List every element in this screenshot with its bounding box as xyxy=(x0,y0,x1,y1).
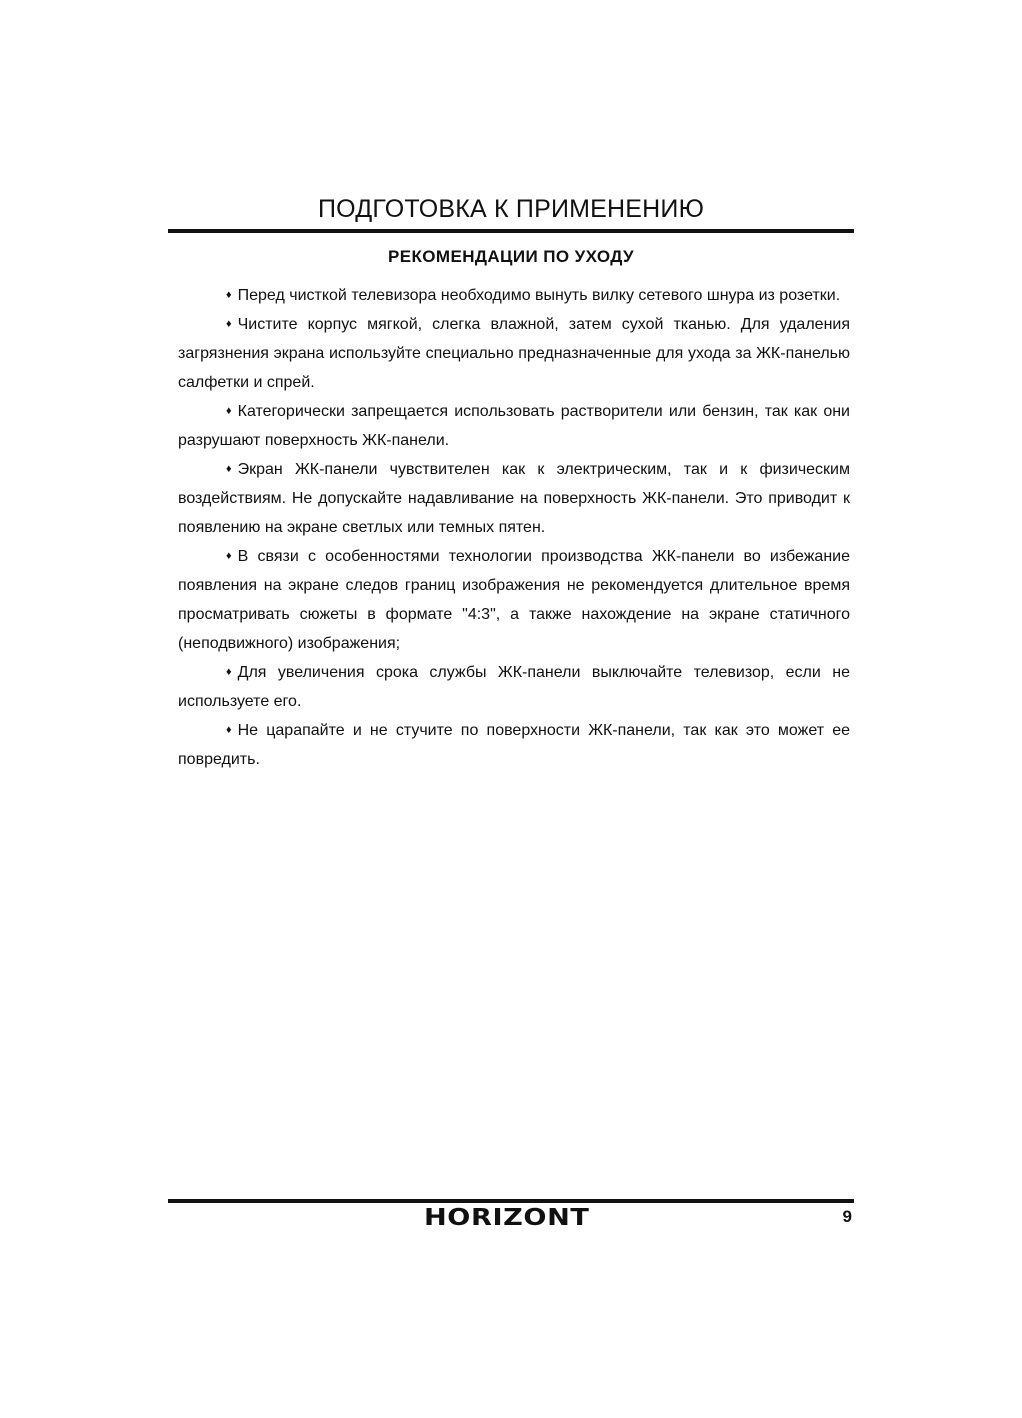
section-title: РЕКОМЕНДАЦИИ ПО УХОДУ xyxy=(388,247,634,266)
care-recommendations xyxy=(178,281,850,774)
diamond-bullet-icon: ♦ xyxy=(226,724,232,736)
diamond-bullet-icon: ♦ xyxy=(226,666,232,678)
paragraph-text: Чистите корпус мягкой, слегка влажной, затем сухой тканью. Для удаления загрязнения экрана используйте специально предназначенные для ухода за ЖК-панелью салфетки и спрей. xyxy=(178,316,850,391)
diamond-bullet-icon: ♦ xyxy=(226,550,232,562)
page-title: ПОДГОТОВКА К ПРИМЕНЕНИЮ xyxy=(317,195,705,223)
paragraph xyxy=(178,716,850,774)
diamond-bullet-icon: ♦ xyxy=(226,318,232,330)
paragraph-text: Не царапайте и не стучите по поверхности ЖК-панели, так как это может ее повредить. xyxy=(178,722,850,768)
paragraph-text: Экран ЖК-панели чувствителен как к электрическим, так и к физическим воздействиям. Не допускайте надавливание на поверхность ЖК-панели. Это приводит к появлению на экране светлых или темных пятен. xyxy=(178,461,850,536)
paragraph-text: В связи с особенностями технологии производства ЖК-панели во избежание появления на экране следов границ изображения не рекомендуется длительное время просматривать сюжеты в формате "4:3", а также нахождение на экране статичного (неподвижного) изображения; xyxy=(178,548,850,652)
diamond-bullet-icon: ♦ xyxy=(226,289,232,301)
paragraph xyxy=(178,455,850,542)
paragraph xyxy=(178,281,850,310)
paragraph-text: Категорически запрещается использовать растворители или бензин, так как они разрушают поверхность ЖК-панели. xyxy=(178,403,850,449)
footer-divider xyxy=(168,1199,854,1203)
paragraph xyxy=(178,542,850,658)
diamond-bullet-icon: ♦ xyxy=(226,463,232,475)
paragraph xyxy=(178,397,850,455)
paragraph xyxy=(178,310,850,397)
paragraph xyxy=(178,658,850,716)
diamond-bullet-icon: ♦ xyxy=(226,405,232,417)
brand-logo: HORIZONT xyxy=(424,1205,590,1231)
paragraph-text: Перед чисткой телевизора необходимо вынуть вилку сетевого шнура из розетки. xyxy=(237,287,841,304)
header-divider xyxy=(168,229,854,233)
page-number: 9 xyxy=(842,1207,852,1226)
paragraph-text: Для увеличения срока службы ЖК-панели выключайте телевизор, если не используете его. xyxy=(178,664,850,710)
